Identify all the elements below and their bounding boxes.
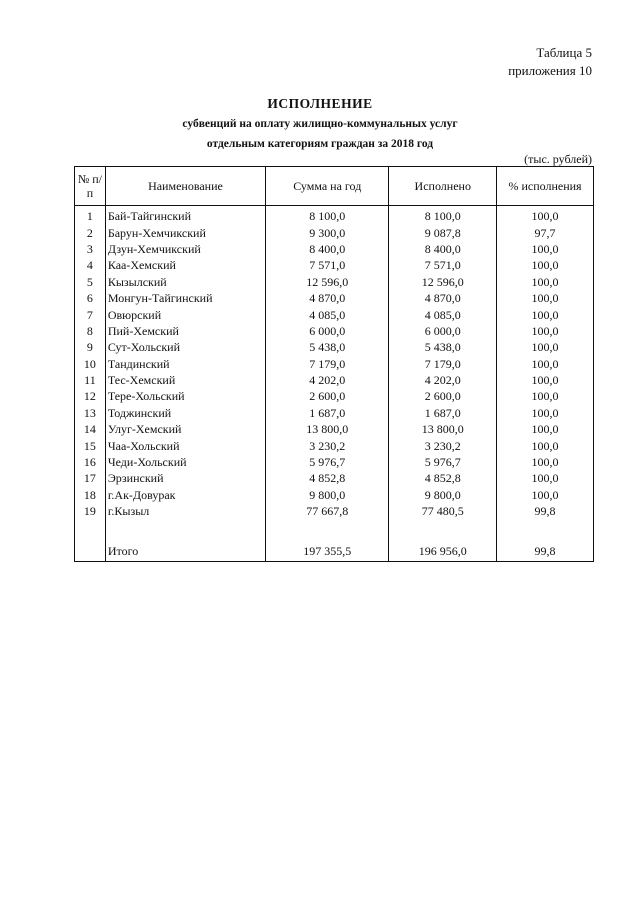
row-executed: 13 800,0 bbox=[389, 421, 497, 437]
row-name: Монгун-Тайгинский bbox=[105, 290, 265, 306]
row-annual-sum: 2 600,0 bbox=[266, 388, 389, 404]
row-executed: 4 870,0 bbox=[389, 290, 497, 306]
header-name: Наименование bbox=[105, 167, 265, 206]
table-row bbox=[75, 306, 594, 322]
table-number: Таблица 5 bbox=[536, 45, 592, 60]
row-annual-sum: 77 667,8 bbox=[266, 503, 389, 519]
total-executed: 196 956,0 bbox=[389, 539, 497, 562]
row-percent: 100,0 bbox=[497, 274, 594, 290]
row-annual-sum: 4 085,0 bbox=[266, 306, 389, 322]
table-row bbox=[75, 503, 594, 519]
row-percent: 100,0 bbox=[497, 405, 594, 421]
row-name: Сут-Хольский bbox=[105, 339, 265, 355]
row-name: Дзун-Хемчикский bbox=[105, 241, 265, 257]
document-reference bbox=[508, 44, 592, 80]
table-spacer-row bbox=[75, 519, 594, 539]
table-row bbox=[75, 257, 594, 273]
row-percent: 100,0 bbox=[497, 339, 594, 355]
table-total-row bbox=[75, 539, 594, 562]
row-number: 6 bbox=[75, 290, 106, 306]
row-annual-sum: 9 300,0 bbox=[266, 224, 389, 240]
row-number: 3 bbox=[75, 241, 106, 257]
row-annual-sum: 1 687,0 bbox=[266, 405, 389, 421]
row-number: 1 bbox=[75, 206, 106, 225]
row-number: 9 bbox=[75, 339, 106, 355]
total-annual-sum: 197 355,5 bbox=[266, 539, 389, 562]
row-number: 13 bbox=[75, 405, 106, 421]
row-executed: 8 100,0 bbox=[389, 206, 497, 225]
header-executed: Исполнено bbox=[389, 167, 497, 206]
row-executed: 6 000,0 bbox=[389, 323, 497, 339]
table-header-row bbox=[75, 167, 594, 206]
table-row bbox=[75, 405, 594, 421]
row-number: 2 bbox=[75, 224, 106, 240]
row-executed: 3 230,2 bbox=[389, 437, 497, 453]
subvention-table bbox=[74, 166, 594, 562]
header-number: № п/п bbox=[75, 167, 106, 206]
table-row bbox=[75, 487, 594, 503]
row-executed: 12 596,0 bbox=[389, 274, 497, 290]
row-executed: 5 438,0 bbox=[389, 339, 497, 355]
row-executed: 7 571,0 bbox=[389, 257, 497, 273]
table-row bbox=[75, 206, 594, 225]
table-row bbox=[75, 421, 594, 437]
table-row bbox=[75, 388, 594, 404]
row-name: Улуг-Хемский bbox=[105, 421, 265, 437]
row-number: 11 bbox=[75, 372, 106, 388]
units-label: (тыс. рублей) bbox=[524, 152, 592, 166]
table-row bbox=[75, 274, 594, 290]
row-name: Каа-Хемский bbox=[105, 257, 265, 273]
appendix-number: приложения 10 bbox=[508, 63, 592, 78]
row-annual-sum: 7 179,0 bbox=[266, 356, 389, 372]
row-percent: 99,8 bbox=[497, 503, 594, 519]
row-annual-sum: 3 230,2 bbox=[266, 437, 389, 453]
row-number: 4 bbox=[75, 257, 106, 273]
table-row bbox=[75, 290, 594, 306]
table-row bbox=[75, 356, 594, 372]
table-row bbox=[75, 323, 594, 339]
row-percent: 100,0 bbox=[497, 206, 594, 225]
row-name: Кызылский bbox=[105, 274, 265, 290]
row-annual-sum: 4 870,0 bbox=[266, 290, 389, 306]
header-annual-sum: Сумма на год bbox=[266, 167, 389, 206]
total-label: Итого bbox=[105, 539, 265, 562]
row-annual-sum: 4 202,0 bbox=[266, 372, 389, 388]
row-number: 15 bbox=[75, 437, 106, 453]
row-percent: 100,0 bbox=[497, 388, 594, 404]
row-executed: 2 600,0 bbox=[389, 388, 497, 404]
table-row bbox=[75, 454, 594, 470]
row-annual-sum: 5 976,7 bbox=[266, 454, 389, 470]
document-subtitle-line2: отдельным категориям граждан за 2018 год bbox=[206, 138, 434, 150]
row-name: г.Кызыл bbox=[105, 503, 265, 519]
row-percent: 100,0 bbox=[497, 437, 594, 453]
row-name: Тере-Хольский bbox=[105, 388, 265, 404]
row-number: 16 bbox=[75, 454, 106, 470]
row-executed: 5 976,7 bbox=[389, 454, 497, 470]
row-percent: 100,0 bbox=[497, 257, 594, 273]
document-subtitle-line1: субвенций на оплату жилищно-коммунальных услуг bbox=[182, 118, 458, 130]
row-percent: 100,0 bbox=[497, 241, 594, 257]
table-row bbox=[75, 339, 594, 355]
row-annual-sum: 8 400,0 bbox=[266, 241, 389, 257]
row-annual-sum: 7 571,0 bbox=[266, 257, 389, 273]
row-number: 17 bbox=[75, 470, 106, 486]
row-number: 8 bbox=[75, 323, 106, 339]
row-name: Тандинский bbox=[105, 356, 265, 372]
row-number: 12 bbox=[75, 388, 106, 404]
row-number: 19 bbox=[75, 503, 106, 519]
row-name: Тоджинский bbox=[105, 405, 265, 421]
row-name: Чаа-Хольский bbox=[105, 437, 265, 453]
row-percent: 100,0 bbox=[497, 470, 594, 486]
row-number: 10 bbox=[75, 356, 106, 372]
table-row bbox=[75, 470, 594, 486]
table-row bbox=[75, 372, 594, 388]
row-percent: 100,0 bbox=[497, 372, 594, 388]
row-executed: 9 087,8 bbox=[389, 224, 497, 240]
row-number: 5 bbox=[75, 274, 106, 290]
row-name: Тес-Хемский bbox=[105, 372, 265, 388]
row-annual-sum: 12 596,0 bbox=[266, 274, 389, 290]
row-annual-sum: 13 800,0 bbox=[266, 421, 389, 437]
row-annual-sum: 4 852,8 bbox=[266, 470, 389, 486]
row-executed: 7 179,0 bbox=[389, 356, 497, 372]
total-percent: 99,8 bbox=[497, 539, 594, 562]
row-number: 7 bbox=[75, 306, 106, 322]
row-executed: 9 800,0 bbox=[389, 487, 497, 503]
total-number-cell bbox=[75, 539, 106, 562]
document-title: ИСПОЛНЕНИЕ bbox=[267, 96, 373, 111]
row-executed: 4 852,8 bbox=[389, 470, 497, 486]
row-name: Эрзинский bbox=[105, 470, 265, 486]
row-name: г.Ак-Довурак bbox=[105, 487, 265, 503]
table-row bbox=[75, 437, 594, 453]
row-executed: 1 687,0 bbox=[389, 405, 497, 421]
row-percent: 100,0 bbox=[497, 421, 594, 437]
table-row bbox=[75, 241, 594, 257]
row-number: 14 bbox=[75, 421, 106, 437]
row-name: Пий-Хемский bbox=[105, 323, 265, 339]
row-percent: 100,0 bbox=[497, 356, 594, 372]
row-percent: 100,0 bbox=[497, 290, 594, 306]
row-executed: 4 202,0 bbox=[389, 372, 497, 388]
row-annual-sum: 6 000,0 bbox=[266, 323, 389, 339]
table-row bbox=[75, 224, 594, 240]
table-body bbox=[75, 206, 594, 562]
row-annual-sum: 8 100,0 bbox=[266, 206, 389, 225]
row-name: Барун-Хемчикский bbox=[105, 224, 265, 240]
row-percent: 100,0 bbox=[497, 323, 594, 339]
row-percent: 100,0 bbox=[497, 306, 594, 322]
row-executed: 77 480,5 bbox=[389, 503, 497, 519]
row-percent: 97,7 bbox=[497, 224, 594, 240]
row-percent: 100,0 bbox=[497, 487, 594, 503]
row-annual-sum: 5 438,0 bbox=[266, 339, 389, 355]
row-name: Чеди-Хольский bbox=[105, 454, 265, 470]
row-name: Бай-Тайгинский bbox=[105, 206, 265, 225]
row-annual-sum: 9 800,0 bbox=[266, 487, 389, 503]
header-percent: % исполнения bbox=[497, 167, 594, 206]
row-number: 18 bbox=[75, 487, 106, 503]
row-executed: 8 400,0 bbox=[389, 241, 497, 257]
row-percent: 100,0 bbox=[497, 454, 594, 470]
row-name: Овюрский bbox=[105, 306, 265, 322]
row-executed: 4 085,0 bbox=[389, 306, 497, 322]
